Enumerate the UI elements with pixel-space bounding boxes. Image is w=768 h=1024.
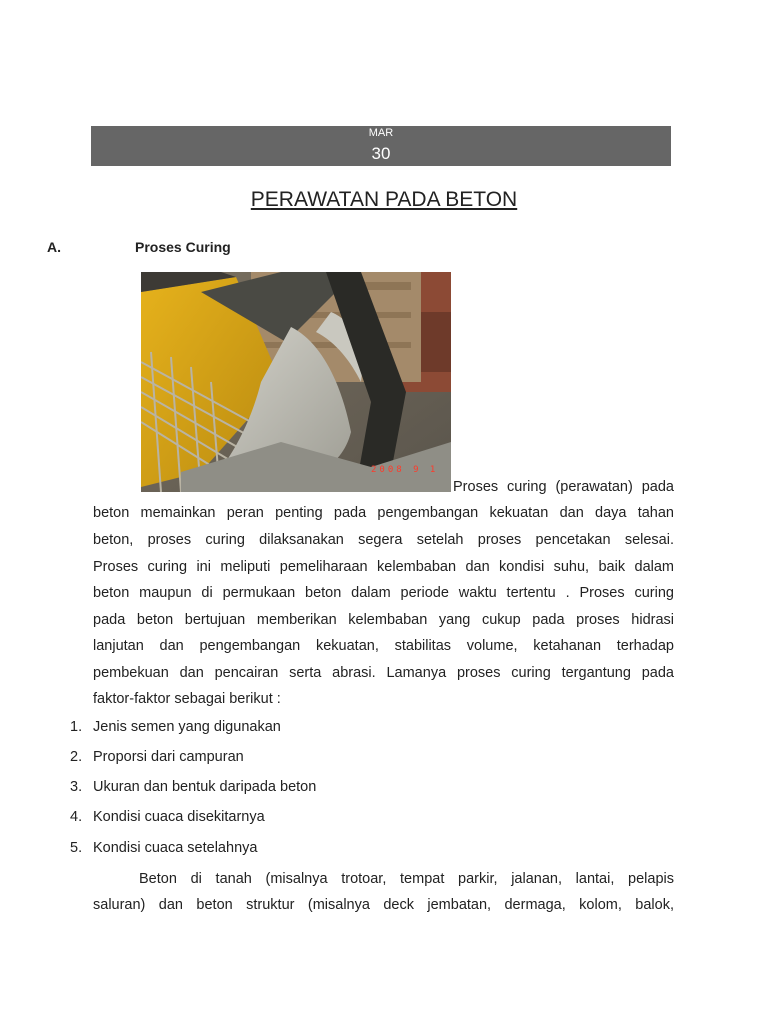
paragraph1-line: pembekuan dan pencairan serta abrasi. Lamanya proses curing tergantung pada: [93, 665, 674, 681]
list-text: Kondisi cuaca disekitarnya: [93, 809, 265, 825]
list-number: 1.: [70, 719, 83, 735]
list-text: Jenis semen yang digunakan: [93, 719, 281, 735]
paragraph1-first-line: Proses curing (perawatan) pada: [453, 479, 674, 495]
list-text: Ukuran dan bentuk daripada beton: [93, 779, 317, 795]
paragraph1-line: Proses curing ini meliputi pemeliharaan kelembaban dan kondisi suhu, baik dalam: [93, 559, 674, 575]
list-number: 3.: [70, 779, 83, 795]
list-number: 4.: [70, 809, 83, 825]
paragraph1-line: pada beton bertujuan memberikan kelembaban yang cukup pada proses hidrasi: [93, 612, 674, 628]
photo-date-stamp: 2008 9 1: [371, 465, 439, 475]
paragraph2-second-line: saluran) dan beton struktur (misalnya deck jembatan, dermaga, kolom, balok,: [93, 897, 674, 913]
list-item: [70, 778, 316, 796]
date-banner: [91, 126, 671, 166]
paragraph1-line: beton maupun di permukaan beton dalam periode waktu tertentu . Proses curing: [93, 585, 674, 601]
list-item: [70, 839, 257, 857]
list-text: Proporsi dari campuran: [93, 749, 244, 765]
date-day: 30: [371, 144, 391, 163]
list-text: Kondisi cuaca setelahnya: [93, 840, 258, 856]
paragraph2-first-line: Beton di tanah (misalnya trotoar, tempat parkir, jalanan, lantai, pelapis: [139, 871, 674, 887]
list-item: [70, 718, 281, 736]
section-letter: A.: [47, 239, 61, 255]
date-month: MAR: [368, 127, 394, 139]
paragraph1-line: beton, proses curing dilaksanakan segera setelah proses pencetakan selesai.: [93, 532, 674, 548]
list-number: 2.: [70, 749, 83, 765]
paragraph1-line: beton memainkan peran penting pada pengembangan kekuatan dan daya tahan: [93, 505, 674, 521]
list-item: [70, 808, 265, 826]
list-number: 5.: [70, 840, 83, 856]
section-heading: Proses Curing: [135, 239, 231, 255]
paragraph1-line: lanjutan dan pengembangan kekuatan, stabilitas volume, ketahanan terhadap: [93, 638, 674, 654]
page-title: PERAWATAN PADA BETON: [250, 188, 518, 211]
photo-illustration: [141, 272, 451, 492]
concrete-pouring-photo: [141, 272, 451, 492]
paragraph1-line: faktor-faktor sebagai berikut :: [93, 691, 281, 707]
list-item: [70, 748, 244, 766]
